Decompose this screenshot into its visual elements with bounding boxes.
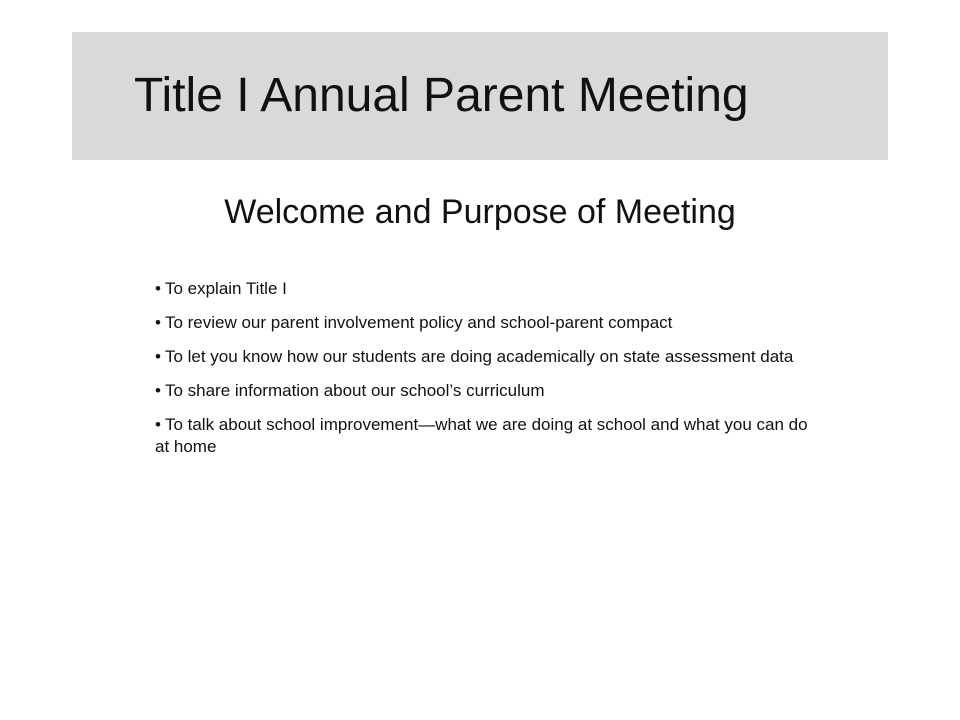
bullet-item: • To explain Title I (155, 278, 815, 300)
slide-subtitle: Welcome and Purpose of Meeting (224, 193, 736, 231)
slide-title: Title I Annual Parent Meeting (134, 69, 749, 122)
bullet-item: • To share information about our school’s curriculum (155, 380, 815, 402)
bullet-item: • To talk about school improvement—what we are doing at school and what you can do at home (155, 414, 815, 458)
bullet-item: • To review our parent involvement policy and school-parent compact (155, 312, 815, 334)
bullet-list (155, 278, 815, 470)
bullet-item: • To let you know how our students are doing academically on state assessment data (155, 346, 815, 368)
